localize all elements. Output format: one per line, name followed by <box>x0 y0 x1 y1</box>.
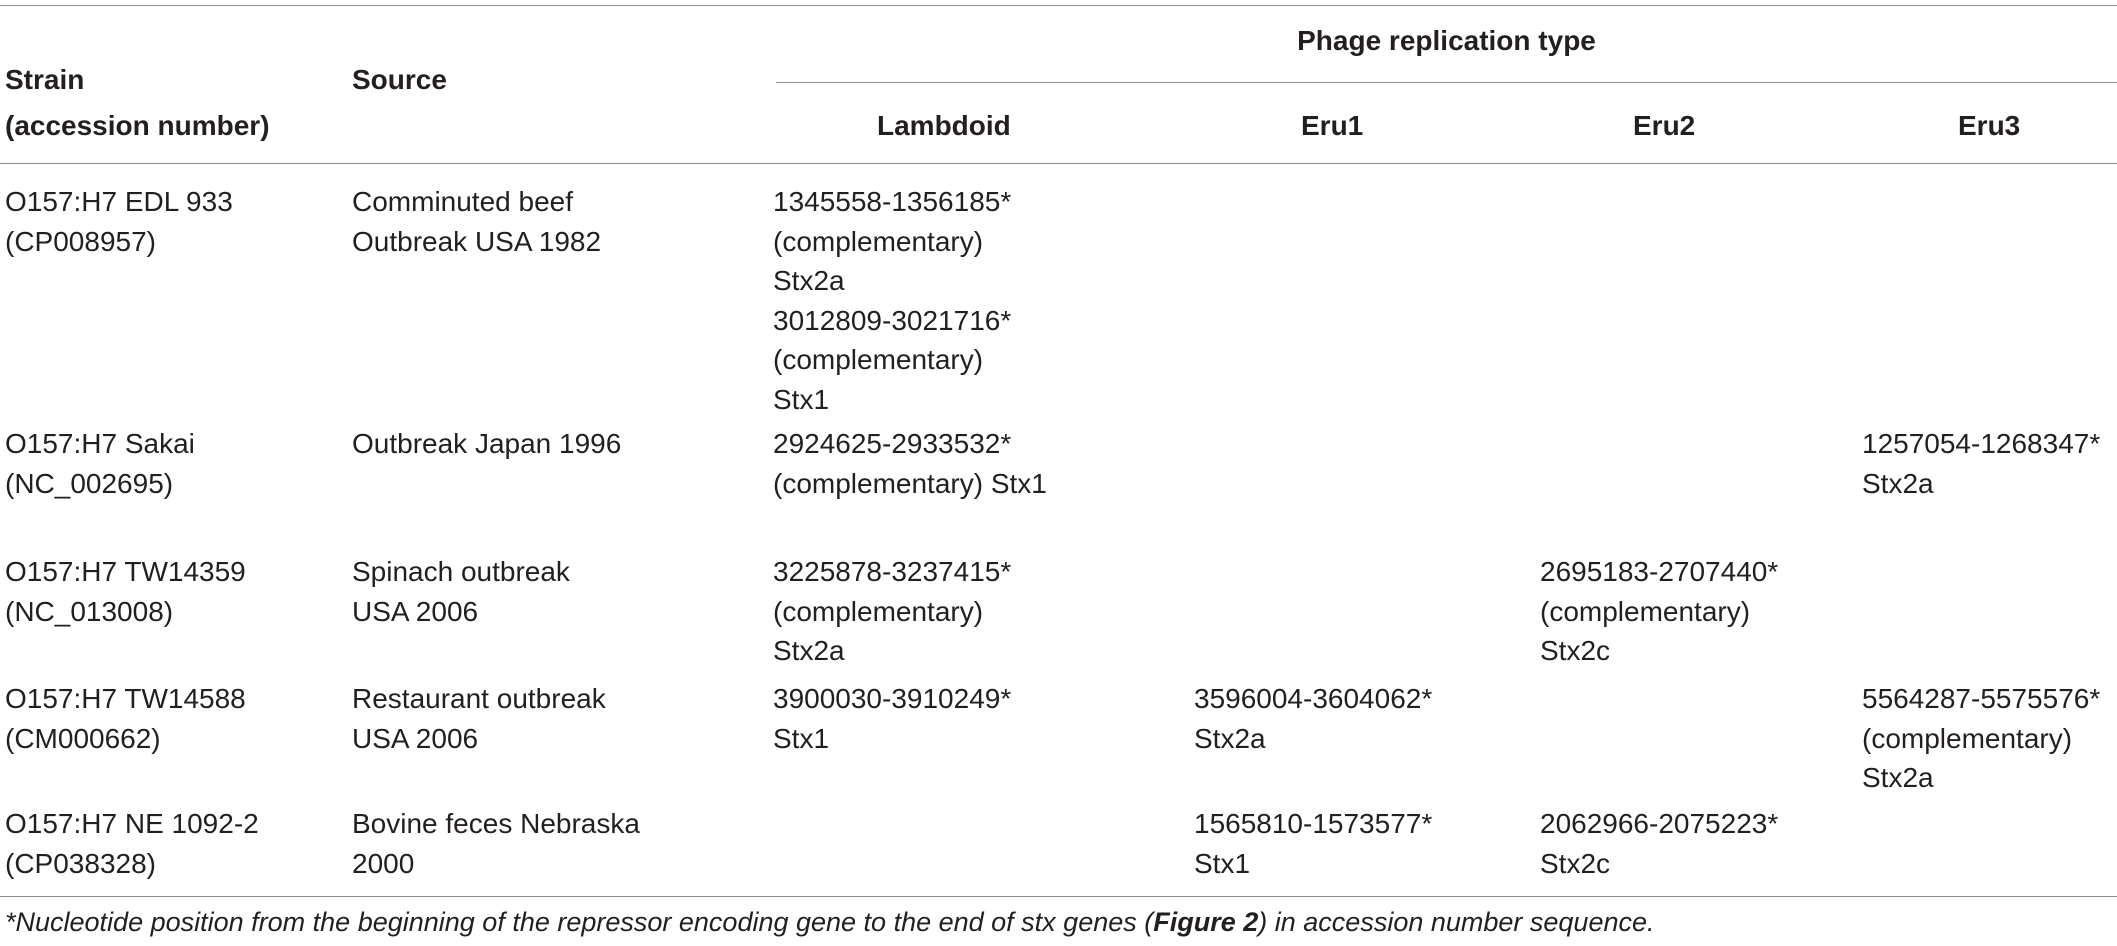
table-cell-source <box>352 424 621 464</box>
cell-line: O157:H7 TW14359 <box>5 556 246 587</box>
cell-line: 1257054-1268347* <box>1862 428 2101 459</box>
table-cell-strain <box>5 804 259 883</box>
header-eru2: Eru2 <box>1633 110 1696 141</box>
table-cell-eru1 <box>1194 804 1432 883</box>
footnote-text-after: ) in accession number sequence. <box>1258 907 1655 937</box>
table-cell-strain <box>5 424 195 503</box>
table-footnote <box>5 904 1655 940</box>
cell-line: 3225878-3237415* <box>773 556 1012 587</box>
cell-line: (complementary) <box>1862 722 2073 754</box>
cell-line: Bovine feces Nebraska <box>352 808 640 839</box>
cell-line: (complementary) <box>773 225 984 257</box>
table-cell-lambdoid <box>773 552 1011 671</box>
cell-line: 3900030-3910249* <box>773 683 1012 714</box>
cell-line: (complementary) <box>1540 595 1751 627</box>
table-cell-strain <box>5 552 246 631</box>
table-cell-lambdoid <box>773 424 1047 503</box>
cell-line: 3012809-3021716* <box>773 304 1012 336</box>
cell-line: 2062966-2075223* <box>1540 808 1779 839</box>
table-cell-eru1 <box>1194 679 1432 758</box>
table-cell-strain <box>5 679 246 758</box>
header-source: Source <box>352 64 447 95</box>
table-cell-lambdoid <box>773 679 1011 758</box>
cell-line: Comminuted beef <box>352 186 574 217</box>
table-cell-source <box>352 804 640 883</box>
table-cell-source <box>352 182 601 261</box>
cell-line: USA 2006 <box>352 595 479 627</box>
table-cell-source <box>352 552 570 631</box>
cell-line: O157:H7 TW14588 <box>5 683 246 714</box>
cell-line: Stx2a <box>773 635 845 666</box>
cell-line: (CP038328) <box>5 847 156 879</box>
cell-line: Stx1 <box>1194 847 1251 879</box>
cell-line: (complementary) <box>773 344 984 375</box>
footnote-text-before: *Nucleotide position from the beginning of the repressor encoding gene to the end of stx genes ( <box>5 907 1154 937</box>
footnote-figure-ref: Figure 2 <box>1153 907 1259 937</box>
cell-line: 1565810-1573577* <box>1194 808 1433 839</box>
header-lambdoid: Lambdoid <box>877 110 1011 141</box>
header-strain-line1: Strain <box>5 64 85 95</box>
header-bottom-rule <box>0 163 2117 164</box>
cell-line: Outbreak Japan 1996 <box>352 428 622 459</box>
cell-line: (NC_002695) <box>5 467 174 499</box>
cell-line: Stx2c <box>1540 635 1611 666</box>
table-cell-strain <box>5 182 233 261</box>
table-bottom-rule <box>0 896 2117 897</box>
header-strain-line2: (accession number) <box>5 110 270 141</box>
phage-group-rule <box>776 82 2117 83</box>
cell-line: Stx2a <box>1862 467 1934 499</box>
cell-line: 2924625-2933532* <box>773 428 1012 459</box>
cell-line: Stx1 <box>773 383 830 415</box>
table-cell-eru2 <box>1540 552 1778 671</box>
cell-line: Restaurant outbreak <box>352 683 606 714</box>
cell-line: 2695183-2707440* <box>1540 556 1779 587</box>
table-cell-source <box>352 679 606 758</box>
cell-line: O157:H7 EDL 933 <box>5 186 233 217</box>
cell-line: 5564287-5575576* <box>1862 683 2101 714</box>
cell-line: O157:H7 NE 1092-2 <box>5 808 259 839</box>
cell-line: 2000 <box>352 847 415 879</box>
table-cell-eru3 <box>1862 679 2100 798</box>
cell-line: Stx2c <box>1540 847 1611 879</box>
table-top-rule <box>0 5 2117 6</box>
cell-line: Stx1 <box>773 722 830 754</box>
cell-line: 3596004-3604062* <box>1194 683 1433 714</box>
table-cell-eru3 <box>1862 424 2100 503</box>
cell-line: Stx2a <box>1194 722 1266 754</box>
cell-line: Spinach outbreak <box>352 556 570 587</box>
header-eru3: Eru3 <box>1958 110 2021 141</box>
cell-line: (complementary) Stx1 <box>773 467 1047 499</box>
cell-line: Stx2a <box>773 265 845 296</box>
cell-line: Stx2a <box>1862 762 1934 793</box>
cell-line: Outbreak USA 1982 <box>352 225 602 257</box>
table-cell-eru2 <box>1540 804 1778 883</box>
cell-line: 1345558-1356185* <box>773 186 1012 217</box>
cell-line: (CM000662) <box>5 722 161 754</box>
cell-line: (complementary) <box>773 595 984 627</box>
header-eru1: Eru1 <box>1301 110 1364 141</box>
cell-line: (NC_013008) <box>5 595 174 627</box>
cell-line: O157:H7 Sakai <box>5 428 195 459</box>
table-cell-lambdoid <box>773 182 1011 419</box>
cell-line: (CP008957) <box>5 225 156 257</box>
header-phage-group: Phage replication type <box>1297 25 1596 56</box>
header-strain <box>5 57 270 149</box>
cell-line: USA 2006 <box>352 722 479 754</box>
